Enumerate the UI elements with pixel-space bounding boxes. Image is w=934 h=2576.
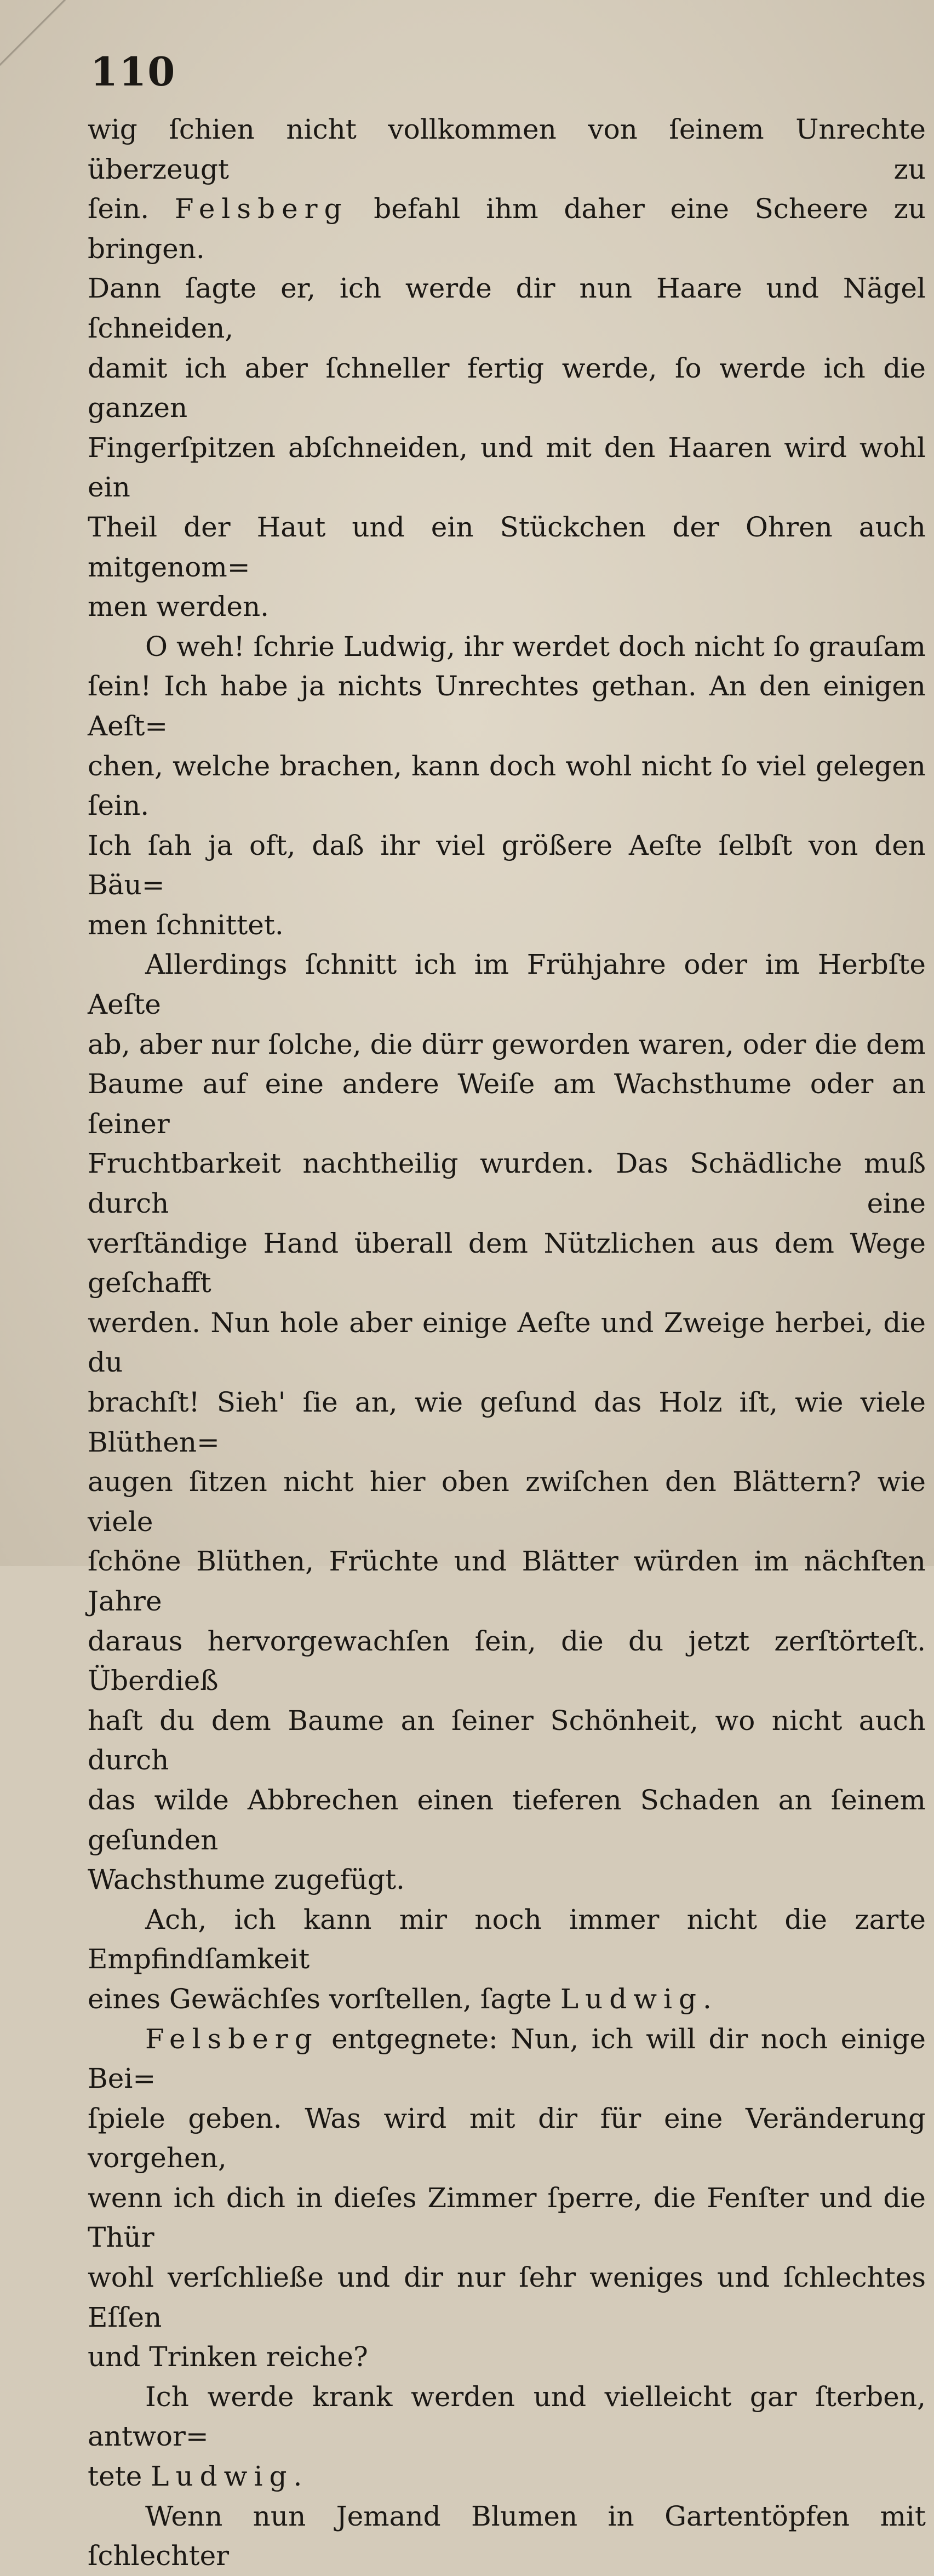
- text-line: [88, 826, 926, 905]
- body-text: [88, 110, 926, 2576]
- text-line: [88, 627, 926, 667]
- text-segment: ſein.: [88, 193, 175, 225]
- text-line: [88, 2457, 926, 2497]
- text-segment: verſtändige Hand überall dem Nützlichen aus dem Wege geſchafft: [88, 1227, 926, 1299]
- text-segment: daraus hervorgewachſen ſein, die du jetzt zerſtörteſt. Überdieß: [88, 1625, 926, 1697]
- text-segment: Baume auf eine andere Weiſe am Wachsthume oder an ſeiner: [88, 1068, 926, 1140]
- text-line: [88, 1064, 926, 1144]
- text-line: [88, 1383, 926, 1462]
- text-segment: entgegnete: Nun, ich will dir noch einige Bei=: [88, 2023, 926, 2095]
- text-line: [88, 945, 926, 1024]
- text-segment: ſein! Ich habe ja nichts Unrechtes gethan. An den einigen Aeſt=: [88, 670, 926, 742]
- text-line: [88, 1541, 926, 1621]
- text-segment: O weh! ſchrie Ludwig, ihr werdet doch nicht ſo grauſam: [145, 630, 926, 662]
- text-line: [88, 1025, 926, 1065]
- text-line: [88, 2099, 926, 2178]
- text-segment: ſchöne Blüthen, Früchte und Blätter würden im nächſten Jahre: [88, 1545, 926, 1617]
- text-line: [88, 2258, 926, 2337]
- text-segment: Allerdings ſchnitt ich im Frühjahre oder im Herbſte Aeſte: [88, 949, 926, 1021]
- text-segment: Ach, ich kann mir noch immer nicht die zarte Empfindſamkeit: [88, 1903, 926, 1975]
- text-segment: ſpiele geben. Was wird mit dir für eine Veränderung vorgehen,: [88, 2102, 926, 2174]
- text-line: [88, 2497, 926, 2576]
- text-line: [88, 666, 926, 746]
- text-line: [88, 1979, 926, 2019]
- text-segment: wig ſchien nicht vollkommen von ſeinem Unrechte überzeugt zu: [88, 113, 926, 185]
- page-corner-crease: [0, 0, 66, 66]
- text-segment: werden. Nun hole aber einige Aeſte und Zweige herbei, die du: [88, 1306, 926, 1379]
- text-segment: eines Gewächſes vorſtellen, ſagte: [88, 1983, 560, 2015]
- text-line: [88, 110, 926, 189]
- text-line: [88, 1621, 926, 1701]
- text-line: [88, 1144, 926, 1223]
- text-line: [88, 507, 926, 587]
- text-line: [88, 1701, 926, 1780]
- spaced-name: Felsberg: [174, 193, 348, 225]
- text-line: [88, 2377, 926, 2457]
- spaced-name: Felsberg: [145, 2023, 319, 2055]
- text-segment: und Trinken reiche?: [88, 2341, 368, 2373]
- text-segment: Ich werde krank werden und vielleicht gar ſterben, antwor=: [88, 2380, 926, 2453]
- text-segment: wenn ich dich in dieſes Zimmer ſperre, die Fenſter und die Thür: [88, 2181, 926, 2254]
- text-segment: chen, welche brachen, kann doch wohl nicht ſo viel gelegen ſein.: [88, 750, 926, 822]
- text-line: [88, 1860, 926, 1900]
- text-segment: ab, aber nur ſolche, die dürr geworden waren, oder die dem: [88, 1028, 926, 1060]
- text-line: [88, 1462, 926, 1541]
- spaced-name: Ludwig: [560, 1983, 703, 2015]
- text-segment: befahl ihm daher eine Scheere zu bringen.: [88, 193, 926, 265]
- text-segment: Wenn nun Jemand Blumen in Gartentöpfen mit ſchlechter: [88, 2500, 926, 2572]
- text-segment: brachſt! Sieh' ſie an, wie geſund das Holz iſt, wie viele Blüthen=: [88, 1386, 926, 1458]
- text-segment: Ich ſah ja oft, daß ihr viel größere Aeſte ſelbſt von den Bäu=: [88, 829, 926, 901]
- text-line: [88, 587, 926, 627]
- text-line: [88, 349, 926, 428]
- text-segment: men werden.: [88, 591, 270, 623]
- text-line: [88, 2019, 926, 2099]
- text-segment: haſt du dem Baume an ſeiner Schönheit, wo nicht auch durch: [88, 1704, 926, 1777]
- text-segment: .: [703, 1983, 712, 2015]
- text-segment: wohl verſchließe und dir nur ſehr weniges und ſchlechtes Eſſen: [88, 2261, 926, 2333]
- text-segment: tete: [88, 2460, 151, 2493]
- text-segment: damit ich aber ſchneller fertig werde, ſo werde ich die ganzen: [88, 352, 926, 424]
- text-segment: Dann ſagte er, ich werde dir nun Haare und Nägel ſchneiden,: [88, 272, 926, 344]
- text-line: [88, 905, 926, 945]
- text-segment: Fruchtbarkeit nachtheilig wurden. Das Schädliche muß durch eine: [88, 1147, 926, 1220]
- text-segment: Wachsthume zugefügt.: [88, 1864, 405, 1896]
- text-line: [88, 269, 926, 348]
- text-segment: men ſchnittet.: [88, 909, 284, 941]
- text-segment: augen ſitzen nicht hier oben zwiſchen den Blättern? wie viele: [88, 1466, 926, 1538]
- text-line: [88, 1224, 926, 1303]
- text-line: [88, 1303, 926, 1383]
- text-line: [88, 428, 926, 507]
- page-number: 110: [90, 48, 176, 95]
- spaced-name: Ludwig: [151, 2460, 294, 2493]
- text-line: [88, 746, 926, 826]
- text-line: [88, 1900, 926, 1979]
- text-segment: Fingerſpitzen abſchneiden, und mit den Haaren wird wohl ein: [88, 431, 926, 504]
- text-segment: Theil der Haut und ein Stückchen der Ohren auch mitgenom=: [88, 511, 926, 583]
- text-line: [88, 1780, 926, 1860]
- text-segment: .: [293, 2460, 302, 2493]
- text-line: [88, 2178, 926, 2258]
- text-line: [88, 189, 926, 269]
- text-line: [88, 2337, 926, 2377]
- text-segment: das wilde Abbrechen einen tieferen Schaden an ſeinem geſunden: [88, 1784, 926, 1856]
